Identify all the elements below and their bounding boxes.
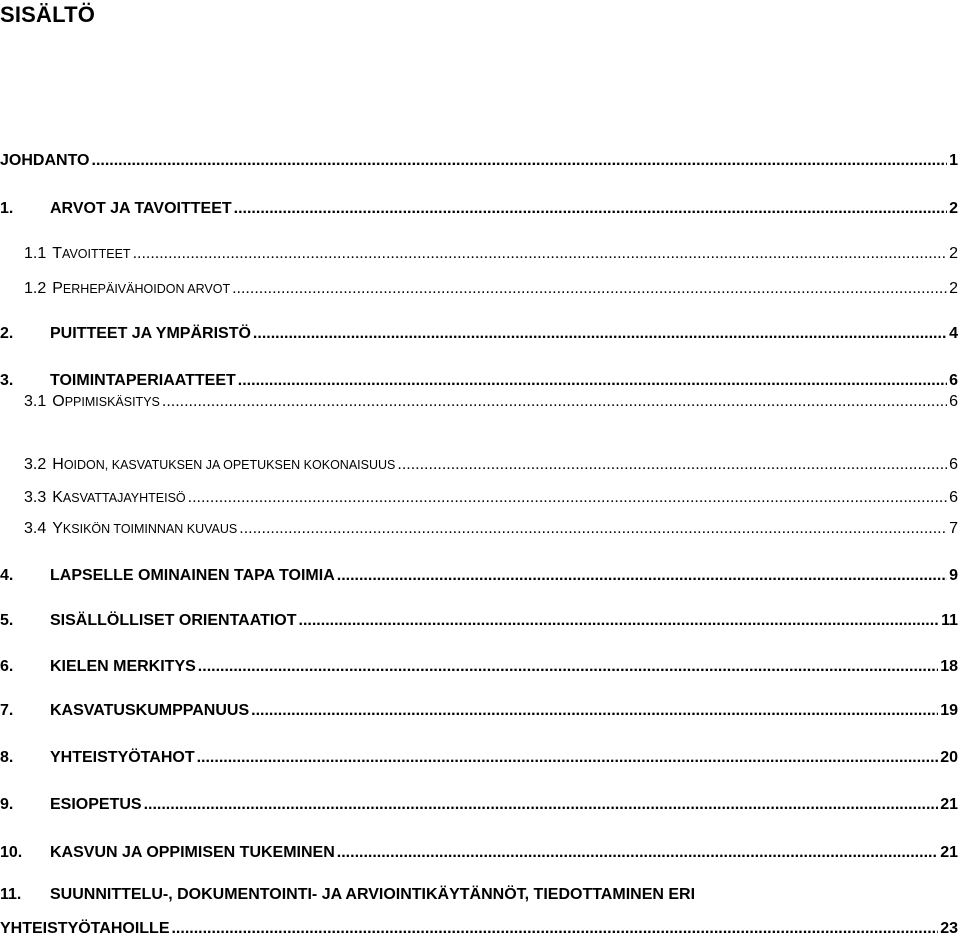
toc-entry-page: 21	[940, 796, 958, 813]
toc-entry-number: 1.2	[24, 280, 47, 297]
toc-entry-page: 1	[949, 152, 958, 169]
toc-leader-dots	[239, 520, 947, 538]
toc-entry[interactable]	[0, 916, 958, 938]
toc-entry-number: 4.	[0, 567, 14, 584]
toc-entry-number: 8.	[0, 749, 14, 766]
toc-entry-page: 9	[949, 567, 958, 584]
toc-entry-page: 18	[940, 658, 958, 675]
toc-leader-dots	[397, 456, 947, 474]
toc-entry-title-line2: YHTEISTYÖTAHOILLE	[0, 920, 170, 937]
toc-entry-page: 21	[940, 844, 958, 861]
toc-leader-dots	[337, 844, 938, 862]
toc-entry-number: 3.3	[24, 489, 47, 506]
toc-entry-page: 2	[949, 280, 958, 297]
toc-leader-dots	[133, 245, 948, 263]
toc-entry-number: 5.	[0, 612, 14, 629]
toc-entry-page: 23	[940, 920, 958, 937]
toc-entry-number: 3.2	[24, 456, 47, 473]
toc-entry-title: KASVATTAJAYHTEISÖ	[52, 489, 186, 506]
toc-entry-title: JOHDANTO	[0, 152, 90, 169]
toc-entry-number: 1.	[0, 200, 14, 217]
toc-entry-page: 2	[949, 200, 958, 217]
toc-entry-number: 10.	[0, 844, 23, 861]
toc-entry-title: YKSIKÖN TOIMINNAN KUVAUS	[52, 520, 238, 537]
page-title: SISÄLTÖ	[0, 2, 96, 27]
toc-entry-number: 6.	[0, 658, 14, 675]
toc-entry[interactable]	[0, 654, 958, 676]
toc-entry[interactable]	[0, 840, 958, 862]
toc-entry-title: PERHEPÄIVÄHOIDON ARVOT	[52, 280, 231, 297]
toc-entry-title: KIELEN MERKITYS	[50, 658, 196, 675]
toc-entry-page: 6	[949, 393, 958, 410]
toc-entry-title: TOIMINTAPERIAATTEET	[50, 372, 236, 389]
toc-leader-dots	[232, 280, 947, 298]
toc-entry-title: ESIOPETUS	[50, 796, 142, 813]
toc-entry-page: 7	[949, 520, 958, 537]
toc-entry[interactable]	[24, 452, 958, 474]
toc-entry[interactable]	[0, 792, 958, 814]
toc-entry[interactable]	[0, 698, 958, 720]
toc-leader-dots	[144, 796, 939, 814]
toc-entry-page: 6	[949, 456, 958, 473]
toc-leader-dots	[337, 567, 947, 585]
toc-leader-dots	[238, 372, 947, 390]
toc-entry-number: 2.	[0, 325, 14, 342]
toc-leader-dots	[253, 325, 947, 343]
toc-entry-title[interactable]	[0, 886, 695, 908]
toc-entry-number: 9.	[0, 796, 14, 813]
toc-entry-page: 6	[949, 372, 958, 389]
toc-leader-dots	[234, 200, 947, 218]
toc-entry[interactable]	[0, 745, 958, 767]
toc-entry[interactable]	[24, 389, 958, 411]
toc-leader-dots	[188, 489, 947, 507]
toc-leader-dots	[197, 749, 939, 767]
toc-entry-title: HOIDON, KASVATUKSEN JA OPETUKSEN KOKONAISUUS	[52, 456, 396, 473]
toc-entry-number: 7.	[0, 702, 14, 719]
toc-entry-number: 3.1	[24, 393, 47, 410]
toc-entry-title-line1: SUUNNITTELU-, DOKUMENTOINTI- JA ARVIOINTIKÄYTÄNNÖT, TIEDOTTAMINEN ERI	[50, 886, 696, 903]
toc-entry-number: 1.1	[24, 245, 47, 262]
toc-entry-title: LAPSELLE OMINAINEN TAPA TOIMIA	[50, 567, 335, 584]
toc-entry-number: 3.4	[24, 520, 47, 537]
toc-entry-title: KASVATUSKUMPPANUUS	[50, 702, 250, 719]
toc-entry[interactable]	[24, 276, 958, 298]
toc-entry-page: 2	[949, 245, 958, 262]
toc-entry-page: 19	[940, 702, 958, 719]
toc-entry-title: PUITTEET JA YMPÄRISTÖ	[50, 325, 251, 342]
toc-leader-dots	[92, 152, 948, 170]
toc-entry-title: YHTEISTYÖTAHOT	[50, 749, 195, 766]
toc-entry-page: 6	[949, 489, 958, 506]
toc-leader-dots	[198, 658, 938, 676]
toc-entry-title: KASVUN JA OPPIMISEN TUKEMINEN	[50, 844, 335, 861]
toc-leader-dots	[251, 702, 938, 720]
toc-entry-page: 20	[940, 749, 958, 766]
toc-entry[interactable]	[24, 485, 958, 507]
toc-leader-dots	[162, 393, 947, 411]
toc-entry[interactable]	[0, 196, 958, 218]
toc-entry-number: 11.	[0, 886, 22, 903]
toc-entry-title: OPPIMISKÄSITYS	[52, 393, 160, 410]
toc-entry-page: 11	[941, 612, 958, 629]
toc-entry[interactable]	[0, 321, 958, 343]
toc-entry[interactable]	[24, 241, 958, 263]
toc-entry[interactable]	[24, 516, 958, 538]
toc-entry-number: 3.	[0, 372, 14, 389]
toc-leader-dots	[299, 612, 940, 630]
toc-entry-title: ARVOT JA TAVOITTEET	[50, 200, 232, 217]
toc-entry-title: SISÄLLÖLLISET ORIENTAATIOT	[50, 612, 297, 629]
toc-entry[interactable]	[0, 608, 958, 630]
toc-leader-dots	[171, 920, 938, 938]
toc-entry-page: 4	[949, 325, 958, 342]
toc-entry[interactable]	[0, 368, 958, 390]
toc-entry[interactable]	[0, 148, 958, 170]
toc-entry-title: TAVOITTEET	[52, 245, 131, 262]
toc-entry[interactable]	[0, 563, 958, 585]
